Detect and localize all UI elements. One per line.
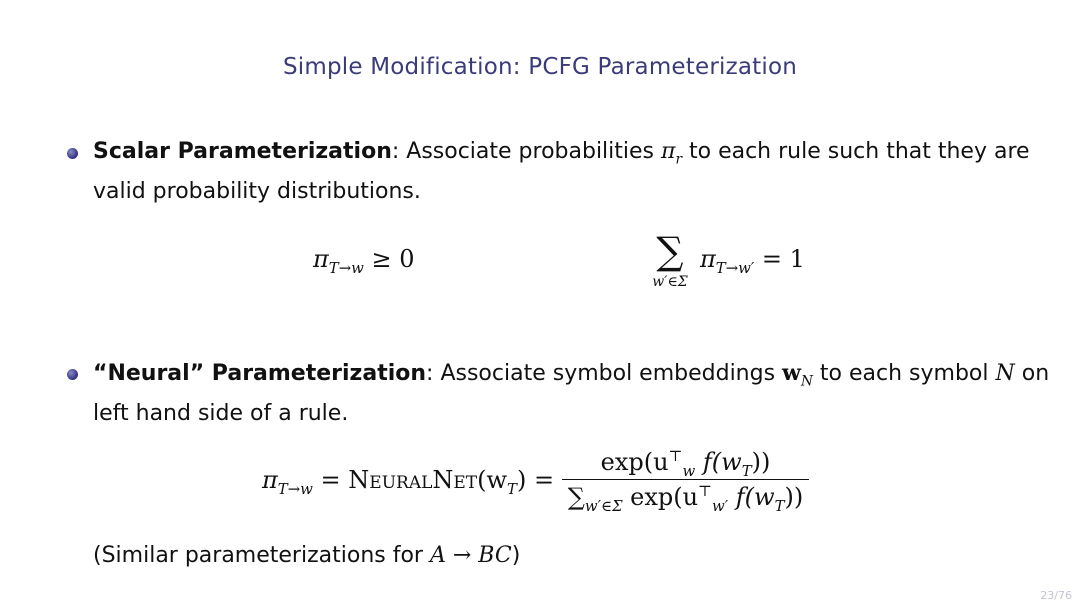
bullet-icon — [67, 369, 78, 380]
slide-title: Simple Modification: PCFG Parameterization — [282, 54, 798, 80]
bullet-term: Scalar Parameterization — [93, 139, 392, 164]
bullet-term: “Neural” Parameterization — [93, 361, 427, 386]
bullet-text: valid probability distributions. — [93, 179, 421, 204]
note-line: (Similar parameterizations for A → BC) — [93, 543, 521, 568]
equation-sum: ∑ w′∈Σ — [652, 229, 688, 290]
bullet-text: : Associate probabilities — [391, 139, 662, 164]
math-symbol: $\pi_r$ — [661, 139, 682, 168]
equation-neural: $\pi_{T\to w}$ = $NeuralNet(w_T)$ = $\frac{\exp(u^⊤_w f(w_T))}{\sum_{w'\in\Sigma} \exp(u^⊤_{w'} f(w_T))}$ — [262, 448, 809, 511]
fraction: $\frac{\exp(u^⊤_w f(w_T))}{\sum_{w'\in\Sigma} \exp(u^⊤_{w'} f(w_T))}$ — [562, 448, 810, 511]
equation-nonneg: $\pi_{T\to w} \ge 0$ — [313, 245, 415, 277]
page-number: 23/76 — [1040, 589, 1072, 602]
bullet-neural: “Neural” Parameterization: Associate symbol embeddings $w_N$ to each symbol N on left hand side of a rule. — [93, 360, 1050, 426]
bullet-text: to each rule such that they are — [682, 139, 1030, 164]
bullet-scalar — [93, 132, 1053, 212]
bullet-icon — [67, 148, 78, 159]
equation-sum-rhs: $\pi_{T\to w'} = 1$ — [700, 245, 805, 277]
